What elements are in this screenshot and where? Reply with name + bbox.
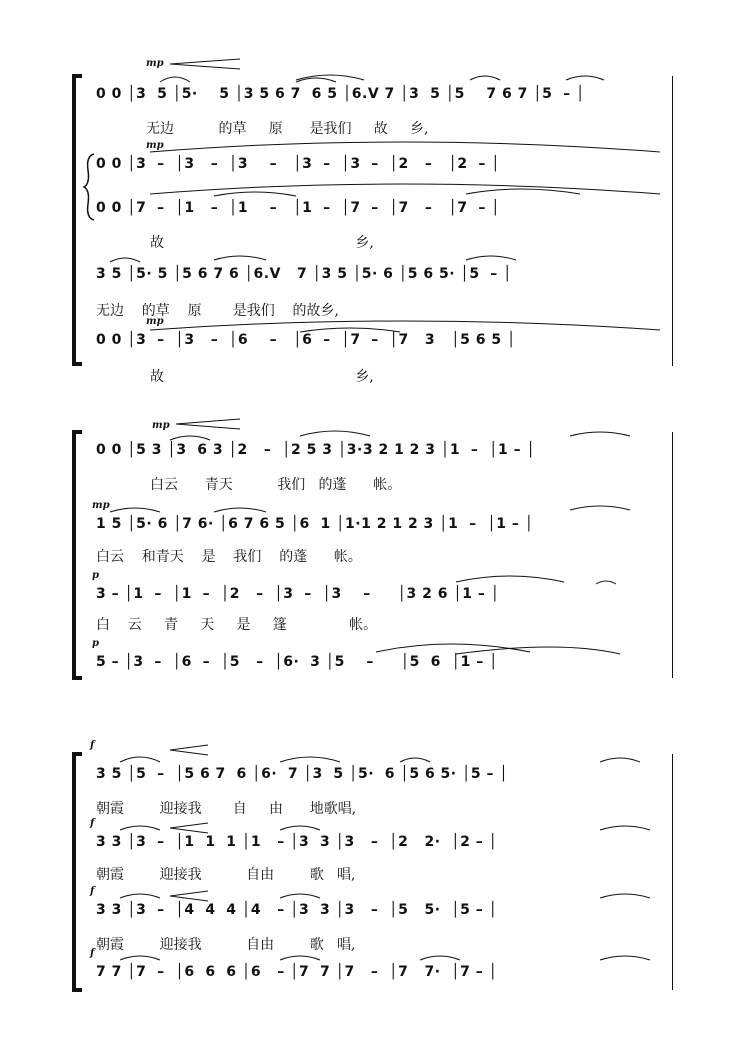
dynamic-marking: f — [90, 740, 95, 751]
dynamic-marking: f — [90, 948, 95, 959]
dynamic-marking: mp — [146, 316, 164, 327]
staff-4-notes: 3 5 │5· 5 │5 6 7 6 │6.V 7 │3 5 │5· 6 │5 6 5· │5 – │ — [96, 266, 513, 282]
dynamic-marking: f — [90, 818, 95, 829]
staff-1-notes: 0 0 │3 5 │5· 5 │3 5 6 7 6 5 │6.V 7 │3 5 │5 7 6 7 │5 – │ — [96, 86, 585, 102]
staff-5-notes: 0 0 │3 – │3 – │6 – │6 – │7 – │7 3 │5 6 5 │ — [96, 332, 516, 348]
dynamic-marking: mp — [146, 58, 164, 69]
staff-3-lyrics: 白 云 青 天 是 篷 帐。 — [96, 617, 378, 633]
staff-3-lyrics: 故 乡, — [150, 235, 374, 251]
staff-1-lyrics: 白云 青天 我们 的蓬 帐。 — [150, 477, 402, 493]
staff-2-lyrics: 朝霞 迎接我 自由 歌 唱, — [96, 867, 356, 883]
slur-lines — [0, 420, 750, 690]
score-system-1 — [0, 58, 750, 385]
staff-2-notes: 1 5 │5· 6 │7 6· │6 7 6 5 │6 1 │1·1 2 1 2 3 │1 – │1 – │ — [96, 516, 534, 532]
staff-1-notes: 0 0 │5 3 │3 6 3 │2 – │2 5 3 │3·3 2 1 2 3 │1 – │1 – │ — [96, 442, 536, 458]
staff-1-lyrics: 无边 的草 原 是我们 故 乡, — [146, 121, 429, 137]
staff-1-lyrics: 朝霞 迎接我 自 由 地歌唱, — [96, 801, 357, 817]
staff-2-notes: 3 3 │3 – │1 1 1 │1 – │3 3 │3 – │2 2· │2 – │ — [96, 834, 498, 850]
dynamic-marking: mp — [92, 500, 110, 511]
slur-lines — [0, 60, 750, 380]
dynamic-marking: p — [92, 638, 99, 649]
staff-2-notes: 0 0 │3 – │3 – │3 – │3 – │3 – │2 – │2 – │ — [96, 156, 501, 172]
staff-3-lyrics: 朝霞 迎接我 自由 歌 唱, — [96, 937, 356, 953]
dynamic-marking: f — [90, 886, 95, 897]
dynamic-marking: mp — [152, 420, 170, 431]
staff-4-lyrics: 无边 的草 原 是我们 的故乡, — [96, 303, 340, 319]
staff-3-notes: 3 – │1 – │1 – │2 – │3 – │3 – │3 2 6 │1 – │ — [96, 586, 500, 602]
staff-3-notes: 3 3 │3 – │4 4 4 │4 – │3 3 │3 – │5 5· │5 – │ — [96, 902, 498, 918]
score-system-2 — [0, 420, 750, 690]
dynamic-marking: p — [92, 570, 99, 581]
score-system-3 — [0, 740, 750, 1000]
dynamic-marking: mp — [146, 140, 164, 151]
staff-4-notes: 7 7 │7 – │6 6 6 │6 – │7 7 │7 – │7 7· │7 – │ — [96, 964, 498, 980]
staff-3-notes: 0 0 │7 – │1 – │1 – │1 – │7 – │7 – │7 – │ — [96, 200, 501, 216]
staff-1-notes: 3 5 │5 – │5 6 7 6 │6· 7 │3 5 │5· 6 │5 6 5· │5 – │ — [96, 766, 509, 782]
staff-2-lyrics: 白云 和青天 是 我们 的蓬 帐。 — [96, 549, 362, 565]
staff-4-notes: 5 – │3 – │6 – │5 – │6· 3 │5 – │5 6 │1 – │ — [96, 654, 499, 670]
slur-lines — [0, 740, 750, 1000]
staff-5-lyrics: 故 乡, — [150, 369, 374, 385]
